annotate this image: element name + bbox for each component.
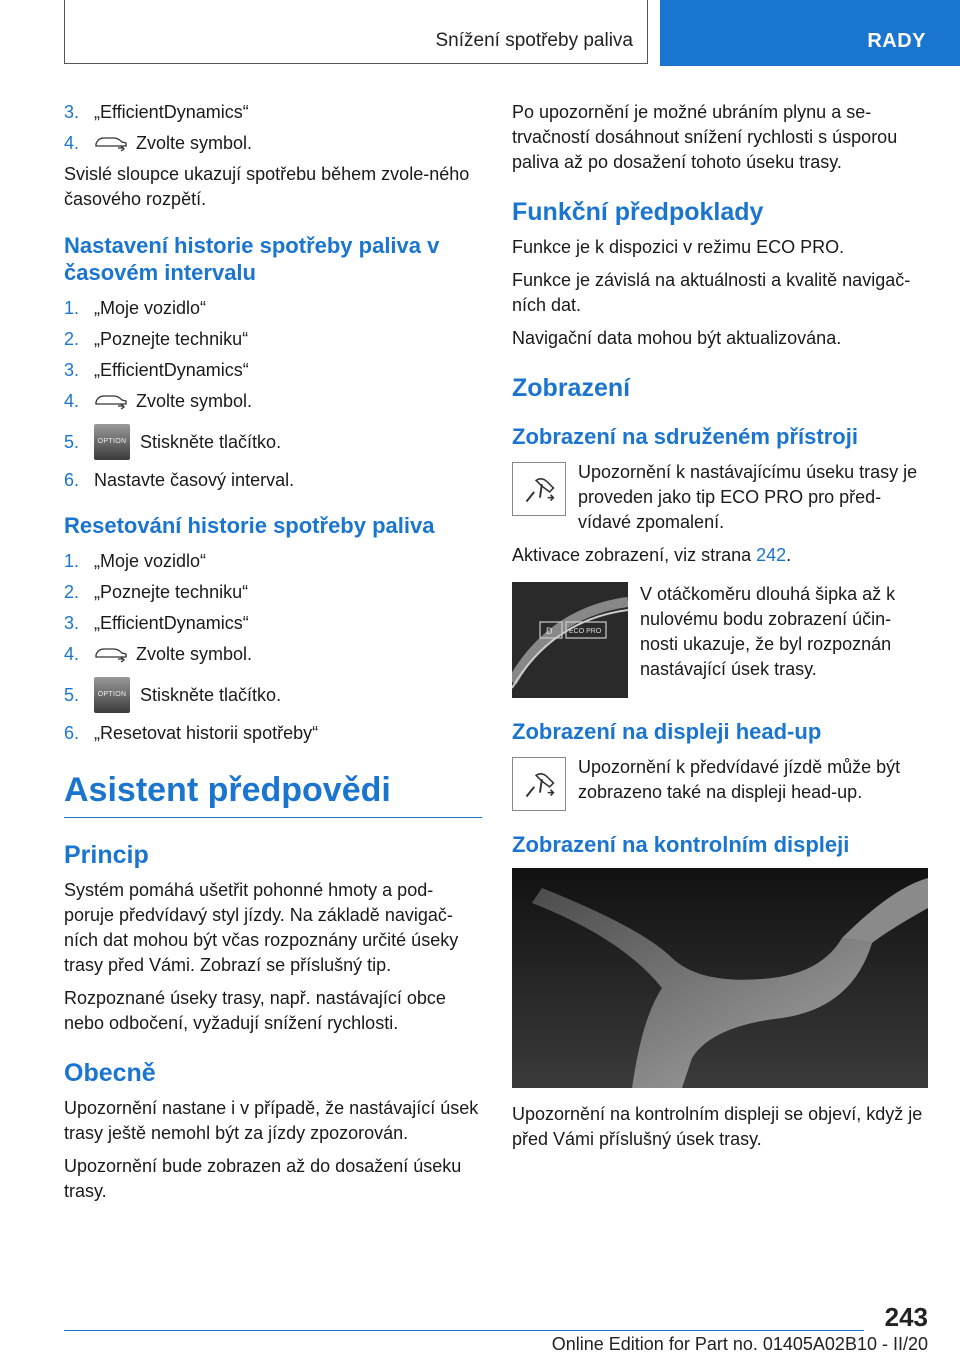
list-item [64,327,482,351]
car-icon [94,645,128,663]
predictive-assistant-icon [512,757,566,811]
predictive-assistant-icon [512,462,566,516]
list-number: 5. [64,685,80,705]
section-heading: Funkční předpoklady [512,198,764,226]
list-number: 3. [64,613,80,633]
edition-footer: Online Edition for Part no. 01405A02B10 - II/20 [551,1334,928,1354]
list-item [64,296,482,320]
subsection-heading: Zobrazení na sdruženém přístroji [512,424,858,449]
paragraph: Upozornění k nastávajícímu úseku trasy je proveden jako tip ECO PRO pro před-vídavé zpomalení. [578,462,918,532]
icon-row [512,755,928,811]
activation-suffix: . [786,545,792,565]
list-item [64,580,482,604]
list-item [64,642,482,666]
list-number: 4. [64,133,80,153]
list-item [64,673,482,717]
left-column [64,100,482,1212]
page-link[interactable]: 242 [756,545,787,565]
speedometer-row [512,582,928,698]
list-text: „EfficientDynamics“ [94,613,249,633]
list-number: 6. [64,723,80,743]
chapter-title: Asistent předpovědi [64,769,482,818]
list-item [64,358,482,382]
list-text: „EfficientDynamics“ [94,360,249,380]
option-button-icon: OPTION [94,677,130,713]
subsection-heading: Zobrazení na displeji head-up [512,719,822,744]
list-item [64,549,482,573]
paragraph [512,543,928,568]
right-column [512,100,928,1160]
list-item [64,131,482,155]
list-item [64,100,482,124]
section-heading: Princip [64,841,149,869]
section-tab [660,0,960,66]
section-heading: Obecně [64,1059,156,1087]
paragraph: Upozornění nastane i v případě, že nastávající úsek trasy ještě nemohl být za jízdy zpozorován. [64,1098,479,1143]
list-number: 2. [64,582,80,602]
speedometer-image [512,582,628,698]
paragraph: V otáčkoměru dlouhá šipka až k nulovému bodu zobrazení účin-nosti ukazuje, že byl rozpoznán nastávající úsek trasy. [640,584,896,679]
list-text: Zvolte symbol. [136,391,253,411]
list-number: 1. [64,551,80,571]
list-item [64,389,482,413]
list-text: „EfficientDynamics“ [94,102,249,122]
list-text: Stiskněte tlačítko. [140,432,282,452]
intro-paragraph: Svislé sloupce ukazují spotřebu během zvole-ného časového rozpětí. [64,164,470,209]
list-text: „Resetovat historii spotřeby“ [94,723,319,743]
running-header-title: Snížení spotřeby paliva [435,30,633,51]
list-item [64,721,482,745]
list-number: 3. [64,360,80,380]
subsection-heading: Zobrazení na kontrolním displeji [512,832,850,857]
list-text: „Poznejte techniku“ [94,582,249,602]
list-number: 6. [64,470,80,490]
section-heading: Resetování historie spotřeby paliva [64,513,435,538]
list-item [64,420,482,464]
activation-text: Aktivace zobrazení, viz strana [512,545,757,565]
car-icon [94,392,128,410]
list-text: Nastavte časový interval. [94,470,295,490]
section-tab-label: RADY [867,30,926,52]
list-text: Zvolte symbol. [136,133,253,153]
paragraph: Systém pomáhá ušetřit pohonné hmoty a pod-poruje předvídavý styl jízdy. Na základě navigač-ních dat mohou být včas rozpoznány určité úseky trasy před Vámi. Zobrazí se příslušný tip. [64,880,459,975]
option-button-icon: OPTION [94,424,130,460]
list-text: „Poznejte techniku“ [94,329,249,349]
speedo-mode-label: ECO PRO [569,628,602,635]
list-item [64,611,482,635]
list-text: Zvolte symbol. [136,644,253,664]
list-text: „Moje vozidlo“ [94,551,207,571]
list-text: Stiskněte tlačítko. [140,685,282,705]
list-number: 5. [64,432,80,452]
list-number: 4. [64,391,80,411]
footer-divider [64,1330,864,1331]
section-heading: Zobrazení [512,374,631,402]
paragraph: Funkce je k dispozici v režimu ECO PRO. [512,237,845,257]
list-text: „Moje vozidlo“ [94,298,207,318]
car-icon [94,134,128,152]
paragraph: Navigační data mohou být aktualizována. [512,328,842,348]
speedo-gear-label: D [546,626,553,636]
paragraph: Upozornění na kontrolním displeji se objeví, když je před Vámi příslušný úsek trasy. [512,1104,923,1149]
section-heading: Nastavení historie spotřeby paliva v časovém intervalu [64,233,440,285]
list-number: 3. [64,102,80,122]
paragraph: Funkce je závislá na aktuálnosti a kvalitě navigač-ních dat. [512,270,911,315]
icon-row [512,460,928,535]
running-header-box [64,0,648,64]
paragraph: Upozornění bude zobrazen až do dosažení úseku trasy. [64,1156,462,1201]
list-number: 2. [64,329,80,349]
paragraph: Po upozornění je možné ubráním plynu a se-trvačností dosáhnout snížení rychlosti s úsporou paliva až po dosažení tohoto úseku trasy. [512,102,898,172]
list-number: 1. [64,298,80,318]
road-display-image [512,868,928,1088]
paragraph: Rozpoznané úseky trasy, např. nastávající obce nebo odbočení, vyžadují snížení rychlosti. [64,988,446,1033]
paragraph: Upozornění k předvídavé jízdě může být zobrazeno také na displeji head-up. [578,757,901,802]
list-item [64,468,482,492]
list-number: 4. [64,644,80,664]
page-number: 243 [884,1302,928,1332]
